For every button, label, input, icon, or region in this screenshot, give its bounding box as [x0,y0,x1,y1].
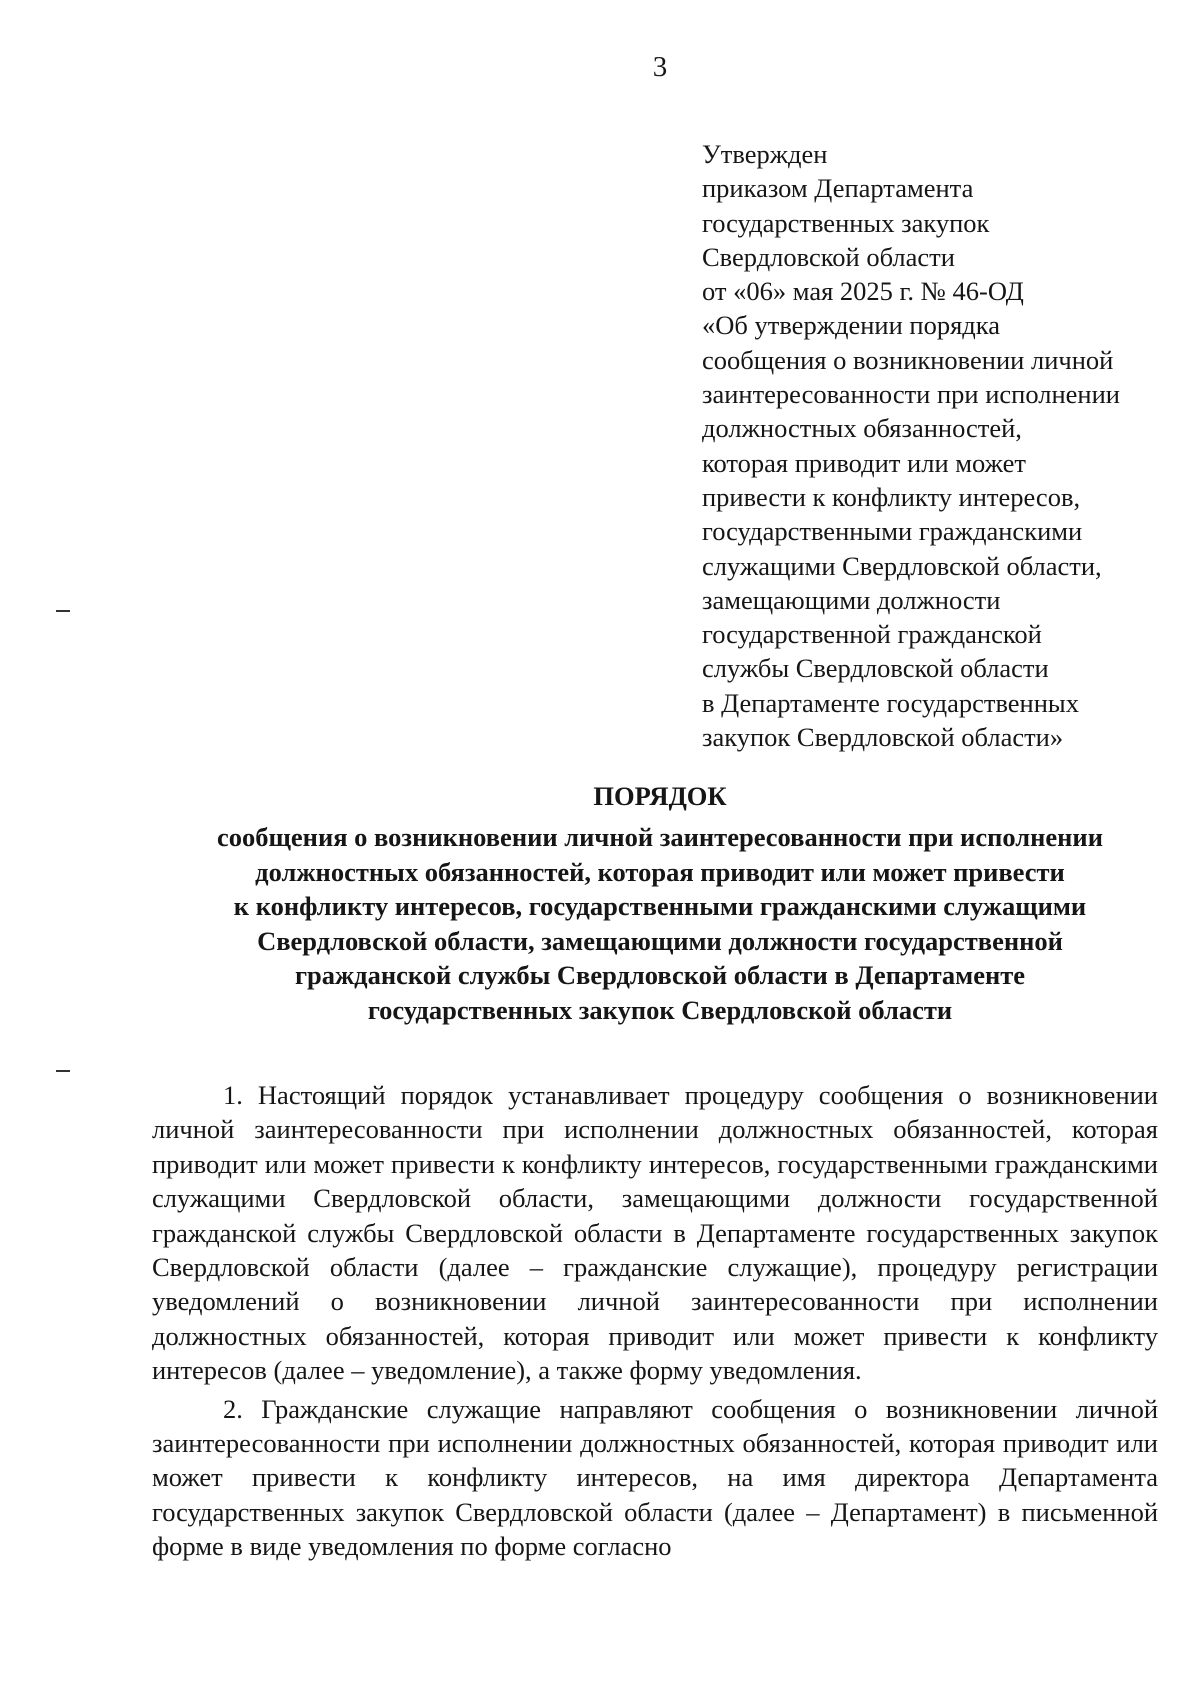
approval-line: сообщения о возникновении личной [702,344,1114,375]
approval-line: которая приводит или может [702,447,1026,478]
approval-line: должностных обязанностей, [702,413,1022,444]
paragraph-1: 1. Настоящий порядок устанавливает процедуру сообщения о возникновении личной заинтересованности при исполнении должностных обязанностей, которая приводит или может привести к конфликту интересов, государственными гражданскими служащими Свердловской области, замещающими должности государственной гражданской службы Свердловской области в Департаменте государственных закупок Свердловской области (далее – гражданские служащие), процедуру регистрации уведомлений о возникновении личной заинтересованности при исполнении должностных обязанностей, которая приводит или может привести к конфликту интересов (далее – уведомление), а также форму уведомления. [152,1080,1158,1386]
document-body [152,1078,1158,1568]
approval-line: «Об утверждении порядка [702,310,1001,341]
approval-line: Утвержден [702,139,828,169]
approval-line: замещающими должности [702,584,1001,615]
title-line: государственных закупок Свердловской области [367,994,953,1025]
approval-line: служащими Свердловской области, [702,550,1102,581]
approval-line: государственными гражданскими [702,516,1083,547]
approval-line: приказом Департамента [702,173,974,204]
margin-mark [56,610,70,612]
title-line: гражданской службы Свердловской области в Департаменте [294,960,1026,990]
title-line: должностных обязанностей, которая приводит или может привести [255,856,1065,887]
approval-line: от «06» мая 2025 г. № 46-ОД [702,276,1024,307]
approval-line: государственной гражданской [702,619,1042,650]
margin-mark [56,1070,70,1072]
title-line: Свердловской области, замещающими должности государственной [257,925,1063,956]
approval-line: заинтересованности при исполнении [702,379,1120,410]
document-title [140,776,1180,1027]
approval-line: государственных закупок [702,207,990,238]
approval-line: закупок Свердловской области» [702,722,1064,753]
paragraph-2: 2. Гражданские служащие направляют сообщения о возникновении личной заинтересованности при исполнении должностных обязанностей, которая приводит или может привести к конфликту интересов, на имя директора Департамента государственных закупок Свердловской области (далее – Департамент) в письменной форме в виде уведомления по форме согласно [152,1393,1158,1562]
approval-line: в Департаменте государственных [702,687,1079,718]
approval-block [702,137,1182,754]
approval-line: Свердловской области [702,241,955,272]
approval-line: привести к конфликту интересов, [702,481,1081,512]
page-number: 3 [652,51,668,83]
title-heading: ПОРЯДОК [593,781,727,811]
approval-line: службы Свердловской области [702,653,1049,684]
title-line: к конфликту интересов, государственными гражданскими служащими [233,891,1087,921]
title-line: сообщения о возникновении личной заинтересованности при исполнении [217,822,1103,852]
